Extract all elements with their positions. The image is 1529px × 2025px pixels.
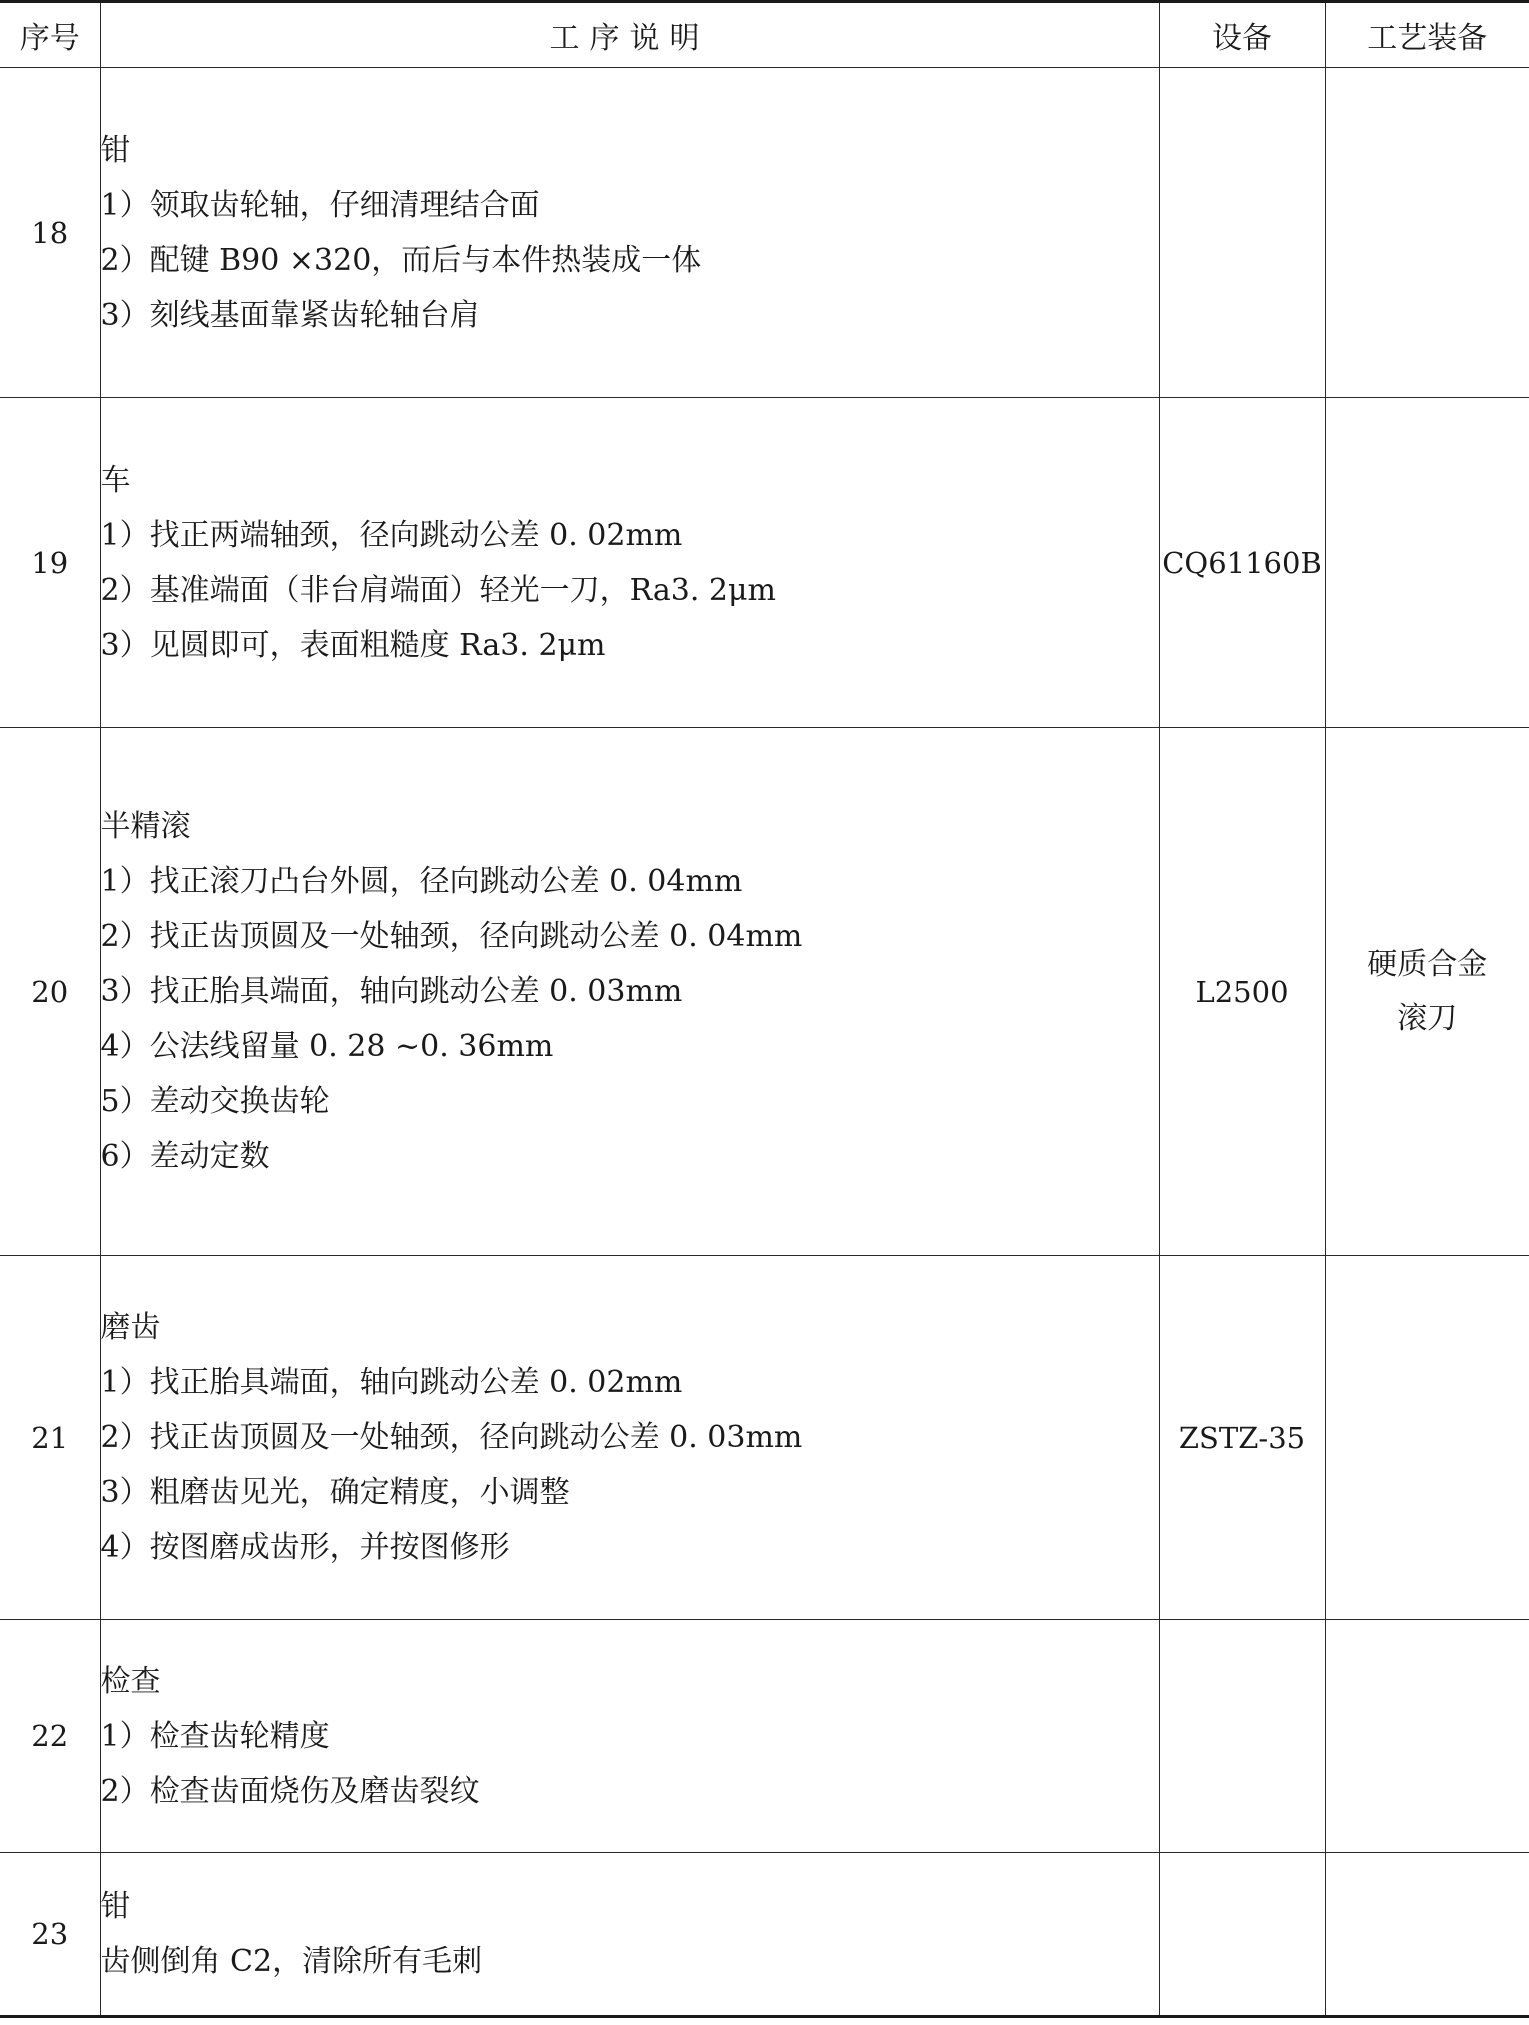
process-description bbox=[100, 728, 1159, 1256]
process-step: 1）领取齿轮轴，仔细清理结合面 bbox=[100, 187, 540, 223]
header-no: 序号 bbox=[0, 2, 100, 68]
table-row bbox=[0, 728, 1529, 1256]
process-title: 检查 bbox=[100, 1663, 161, 1699]
equipment-cell: CQ61160B bbox=[1159, 398, 1325, 728]
process-description bbox=[100, 398, 1159, 728]
process-step: 1）找正胎具端面，轴向跳动公差 0. 02mm bbox=[100, 1365, 683, 1400]
equipment-cell: ZSTZ-35 bbox=[1159, 1256, 1325, 1620]
process-step: 齿侧倒角 C2，清除所有毛刺 bbox=[100, 1944, 483, 1979]
header-row bbox=[0, 2, 1529, 68]
process-step: 2）配键 B90 ×320，而后与本件热装成一体 bbox=[100, 242, 702, 278]
row-number: 23 bbox=[0, 1853, 100, 2017]
process-description bbox=[100, 1256, 1159, 1620]
process-step: 3）粗磨齿见光，确定精度，小调整 bbox=[100, 1475, 570, 1510]
table-row bbox=[0, 68, 1529, 398]
process-title: 半精滚 bbox=[100, 809, 191, 844]
process-step: 2）检查齿面烧伤及磨齿裂纹 bbox=[100, 1773, 480, 1809]
header-description: 工序说明 bbox=[100, 2, 1159, 68]
process-description bbox=[100, 1853, 1159, 2017]
tooling-cell bbox=[1325, 1853, 1529, 2017]
table-row bbox=[0, 1256, 1529, 1620]
equipment-cell: L2500 bbox=[1159, 728, 1325, 1256]
process-step: 6）差动定数 bbox=[100, 1139, 270, 1174]
row-number: 19 bbox=[0, 398, 100, 728]
row-number: 21 bbox=[0, 1256, 100, 1620]
tooling-cell bbox=[1325, 398, 1529, 728]
table-row bbox=[0, 398, 1529, 728]
process-step: 3）找正胎具端面，轴向跳动公差 0. 03mm bbox=[100, 974, 683, 1009]
process-description bbox=[100, 68, 1159, 398]
process-title: 钳 bbox=[100, 132, 131, 168]
process-title: 钳 bbox=[100, 1889, 131, 1924]
tooling-cell bbox=[1325, 68, 1529, 398]
process-step: 1）检查齿轮精度 bbox=[100, 1718, 330, 1754]
row-number: 18 bbox=[0, 68, 100, 398]
tooling-cell bbox=[1325, 1620, 1529, 1853]
header-equipment: 设备 bbox=[1159, 2, 1325, 68]
process-title: 车 bbox=[100, 462, 131, 498]
equipment-cell bbox=[1159, 1620, 1325, 1853]
table-body bbox=[0, 68, 1529, 2017]
row-number: 22 bbox=[0, 1620, 100, 1853]
header-tooling: 工艺装备 bbox=[1325, 2, 1529, 68]
process-step: 2）找正齿顶圆及一处轴颈，径向跳动公差 0. 03mm bbox=[100, 1420, 803, 1455]
row-number: 20 bbox=[0, 728, 100, 1256]
tooling-line: 硬质合金 bbox=[1367, 946, 1488, 982]
process-step: 2）基准端面（非台肩端面）轻光一刀，Ra3. 2μm bbox=[100, 572, 776, 608]
process-step: 3）见圆即可，表面粗糙度 Ra3. 2μm bbox=[100, 627, 606, 663]
process-step: 1）找正两端轴颈，径向跳动公差 0. 02mm bbox=[100, 517, 683, 553]
tooling-line: 滚刀 bbox=[1397, 1000, 1458, 1036]
process-step: 1）找正滚刀凸台外圆，径向跳动公差 0. 04mm bbox=[100, 864, 743, 899]
process-step: 4）公法线留量 0. 28 ~0. 36mm bbox=[100, 1029, 554, 1064]
process-title: 磨齿 bbox=[100, 1310, 161, 1345]
tooling-cell bbox=[1325, 728, 1529, 1256]
process-step: 5）差动交换齿轮 bbox=[100, 1084, 330, 1119]
table-row bbox=[0, 1620, 1529, 1853]
table-header bbox=[0, 2, 1529, 68]
process-step: 4）按图磨成齿形，并按图修形 bbox=[100, 1530, 510, 1565]
process-description bbox=[100, 1620, 1159, 1853]
tooling-cell bbox=[1325, 1256, 1529, 1620]
process-step: 3）刻线基面靠紧齿轮轴台肩 bbox=[100, 297, 480, 333]
equipment-cell bbox=[1159, 68, 1325, 398]
process-step: 2）找正齿顶圆及一处轴颈，径向跳动公差 0. 04mm bbox=[100, 919, 803, 954]
equipment-cell bbox=[1159, 1853, 1325, 2017]
table-row bbox=[0, 1853, 1529, 2017]
